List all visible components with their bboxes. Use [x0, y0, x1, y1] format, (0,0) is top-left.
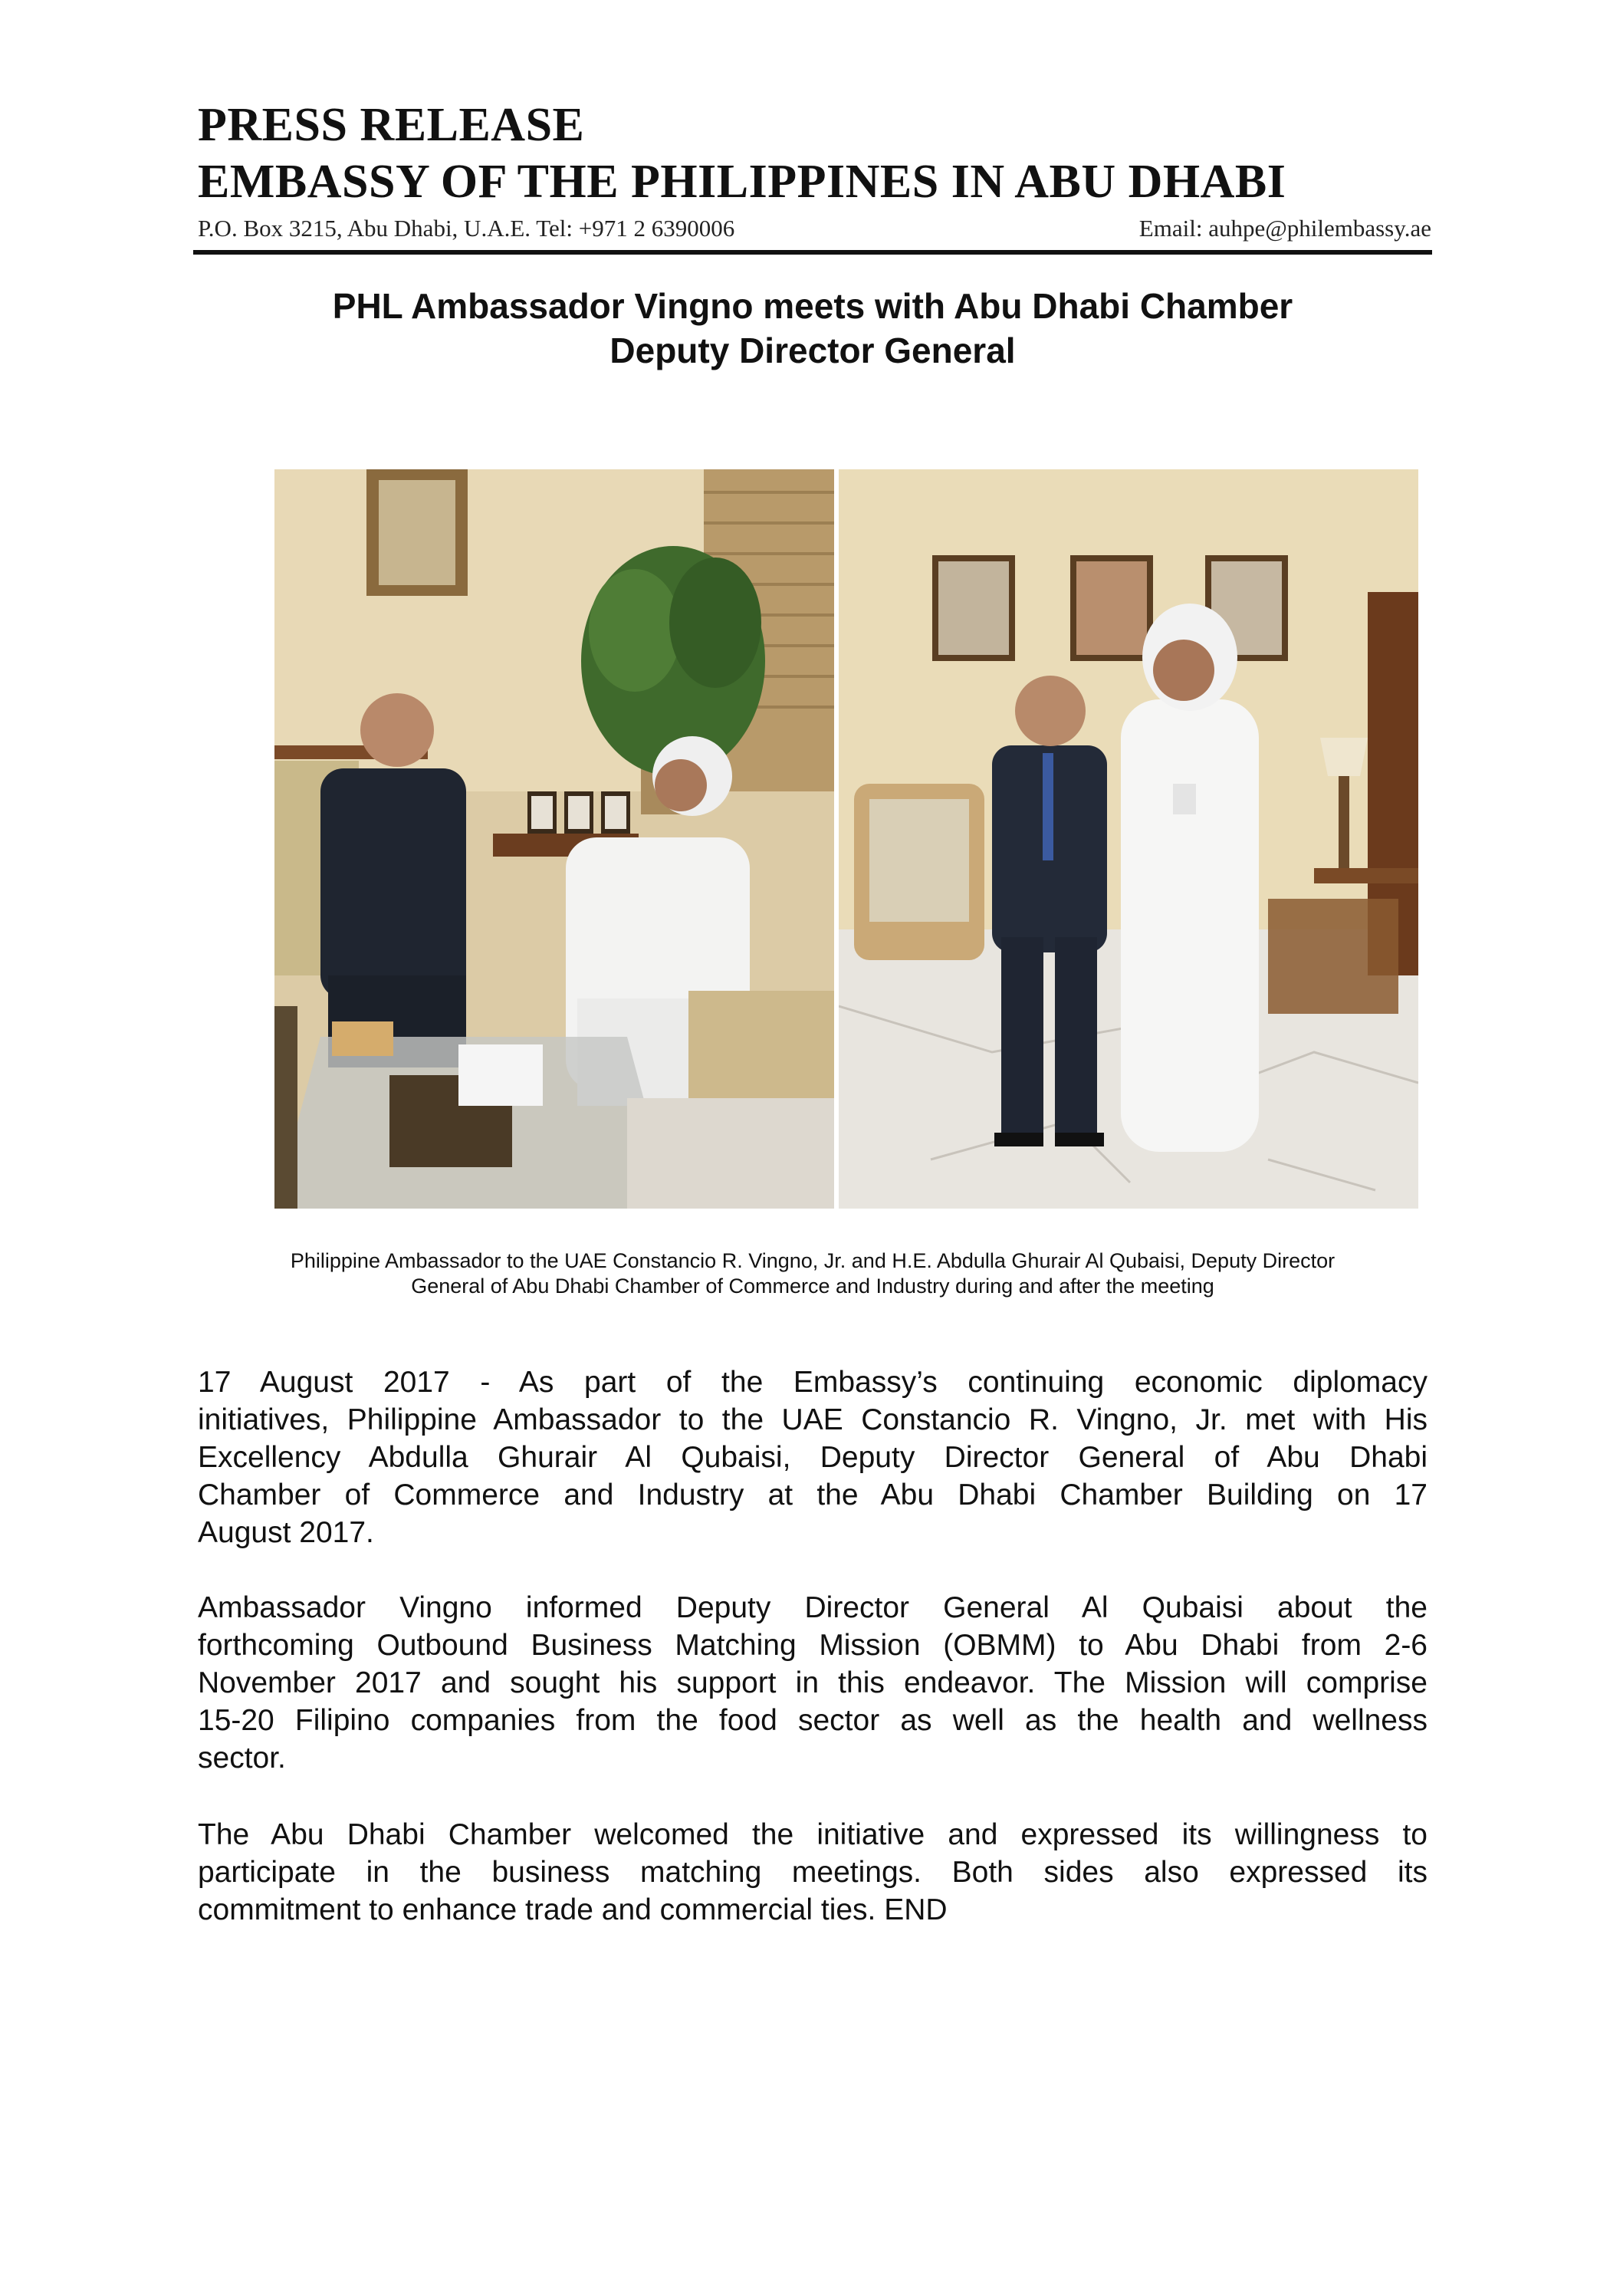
paragraph-line: November 2017 and sought his support in this endeavor. The Mission will comprise	[198, 1666, 1428, 1699]
letterhead-email: Email: auhpe@philembassy.ae	[1138, 215, 1431, 242]
paragraph-line: commitment to enhance trade and commercial ties. END	[198, 1893, 948, 1926]
meeting-photo-standing	[839, 469, 1418, 1209]
paragraph-line: forthcoming Outbound Business Matching Mission (OBMM) to Abu Dhabi from 2-6	[198, 1629, 1428, 1662]
letterhead-address: P.O. Box 3215, Abu Dhabi, U.A.E. Tel: +971 2 6390006	[198, 215, 735, 242]
paragraph-line: August 2017.	[198, 1516, 374, 1549]
headline	[198, 284, 1428, 373]
headline-line: PHL Ambassador Vingno meets with Abu Dhabi Chamber	[332, 286, 1293, 326]
headline-line: Deputy Director General	[609, 331, 1016, 370]
paragraph-line: participate in the business matching meetings. Both sides also expressed its	[198, 1856, 1428, 1889]
letterhead-title: PRESS RELEASE	[198, 99, 585, 151]
letterhead-divider	[193, 250, 1432, 255]
body-paragraph-1	[198, 1363, 1428, 1551]
meeting-photo-standing-image	[839, 469, 1418, 1209]
paragraph-line: sector.	[198, 1742, 286, 1775]
paragraph-line: 15-20 Filipino companies from the food sector as well as the health and wellness	[198, 1704, 1428, 1737]
paragraph-line: initiatives, Philippine Ambassador to the UAE Constancio R. Vingno, Jr. met with His	[198, 1403, 1428, 1436]
paragraph-line: Chamber of Commerce and Industry at the Abu Dhabi Chamber Building on 17	[198, 1479, 1428, 1511]
body-paragraph-2	[198, 1589, 1428, 1777]
meeting-photo-seated	[274, 469, 834, 1209]
meeting-photo-seated-image	[274, 469, 834, 1209]
caption-line: Philippine Ambassador to the UAE Constancio R. Vingno, Jr. and H.E. Abdulla Ghurair Al Qubaisi, Deputy Director	[290, 1249, 1336, 1272]
paragraph-line: The Abu Dhabi Chamber welcomed the initiative and expressed its willingness to	[198, 1818, 1428, 1851]
body-paragraph-3	[198, 1816, 1428, 1929]
letterhead-embassy-name: EMBASSY OF THE PHILIPPINES IN ABU DHABI	[198, 156, 1286, 208]
photo-caption	[198, 1248, 1428, 1299]
paragraph-line: 17 August 2017 - As part of the Embassy’s continuing economic diplomacy	[198, 1366, 1428, 1399]
paragraph-line: Excellency Abdulla Ghurair Al Qubaisi, Deputy Director General of Abu Dhabi	[198, 1441, 1428, 1474]
paragraph-line: Ambassador Vingno informed Deputy Director General Al Qubaisi about the	[198, 1591, 1428, 1624]
caption-line: General of Abu Dhabi Chamber of Commerce and Industry during and after the meeting	[411, 1275, 1214, 1298]
